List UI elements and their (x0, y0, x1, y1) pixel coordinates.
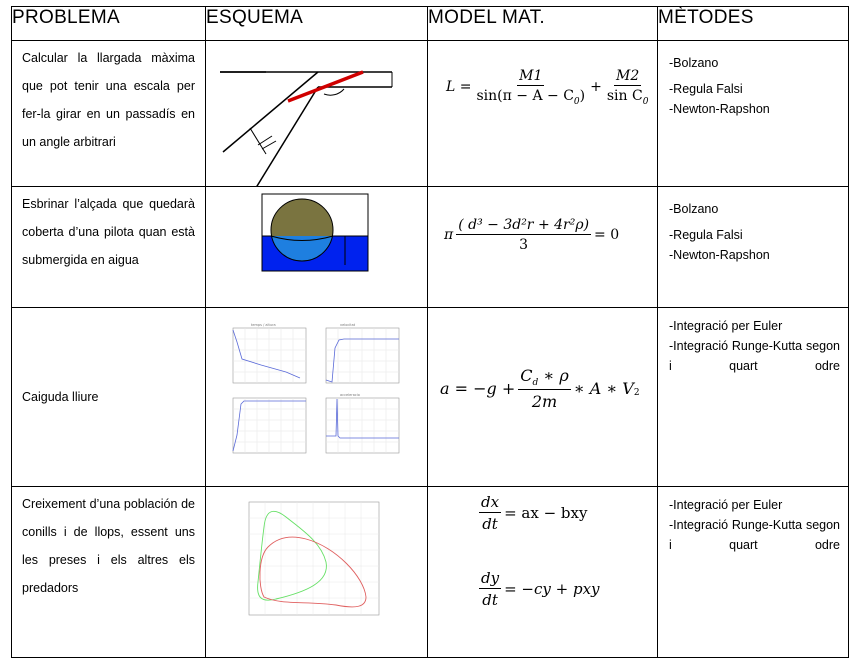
summary-table (11, 6, 849, 658)
formula-eq2: $\frac{dy}{dt}$ = −cy + pxy (481, 569, 600, 609)
header-esquema: ESQUEMA (206, 7, 428, 41)
method-item: -Bolzano (669, 202, 719, 216)
method-item: -Bolzano (669, 56, 719, 70)
model-cell-ball (428, 187, 658, 308)
methods-cell (658, 41, 849, 187)
formula-ball: π $\frac{\text{( d³ − 3d²r + 4r²ρ)}}{3}$ = 0 (444, 217, 620, 253)
model-cell-ladder (428, 41, 658, 187)
table-row (12, 487, 849, 658)
method-item: -Regula Falsi (669, 82, 743, 96)
plot-title: acceleracio (340, 393, 360, 397)
ladder-diagram (206, 41, 428, 187)
model-cell-lotka (428, 487, 658, 658)
formula-eq1: $\frac{dx}{dt}$ = ax − bxy (481, 493, 588, 533)
method-item: -Newton-Rapshon (669, 248, 770, 262)
table-row (12, 41, 849, 187)
predator-prey-plot (206, 487, 428, 658)
header-model: MODEL MAT. (428, 7, 658, 41)
method-item: -Newton-Rapshon (669, 102, 770, 116)
problem-cell: Esbrinar l’alçada que quedarà coberta d’una pilota quan està submergida en aigua (12, 187, 206, 308)
problem-cell: Calcular la llargada màxima que pot tenir una escala per fer-la girar en un passadís en un angle arbitrari (12, 41, 206, 187)
method-item: -Integració per Euler (669, 498, 783, 512)
model-cell-freefall (428, 308, 658, 487)
header-problema: PROBLEMA (12, 7, 206, 41)
table-row (12, 187, 849, 308)
plot-title: temps / altura (251, 323, 276, 327)
problem-cell: Caiguda lliure (12, 308, 206, 487)
methods-cell (658, 487, 849, 658)
table-row (12, 308, 849, 487)
schema-cell-lotka (206, 487, 428, 658)
problem-cell: Creixement d’una población de conills i de llops, essent uns les preses i els altres els predadors (12, 487, 206, 658)
freefall-plots (206, 308, 428, 487)
method-item: -Integració per Euler (669, 319, 783, 333)
header-row (12, 7, 849, 41)
formula-freefall: a = −g + $\frac{C_d ∗ \rho}{2m}$ ∗ A ∗ V $_2$ (440, 366, 640, 412)
ball-diagram (206, 187, 428, 308)
methods-cell (658, 308, 849, 487)
method-item: -Regula Falsi (669, 228, 743, 242)
methods-cell (658, 187, 849, 308)
method-item: -Integració Runge-Kutta segon i quart odre (669, 339, 840, 373)
header-metodes: MÈTODES (658, 7, 849, 41)
schema-cell-ladder (206, 41, 428, 187)
formula-ladder: L = $\frac{M1}{\sin(\pi - A - C_0)}$ + $\frac{M2}{\sin C_0}$ (446, 68, 649, 107)
plot-title: velocitat (340, 323, 356, 327)
schema-cell-ball (206, 187, 428, 308)
schema-cell-freefall (206, 308, 428, 487)
method-item: -Integració Runge-Kutta segon i quart odre (669, 518, 840, 552)
